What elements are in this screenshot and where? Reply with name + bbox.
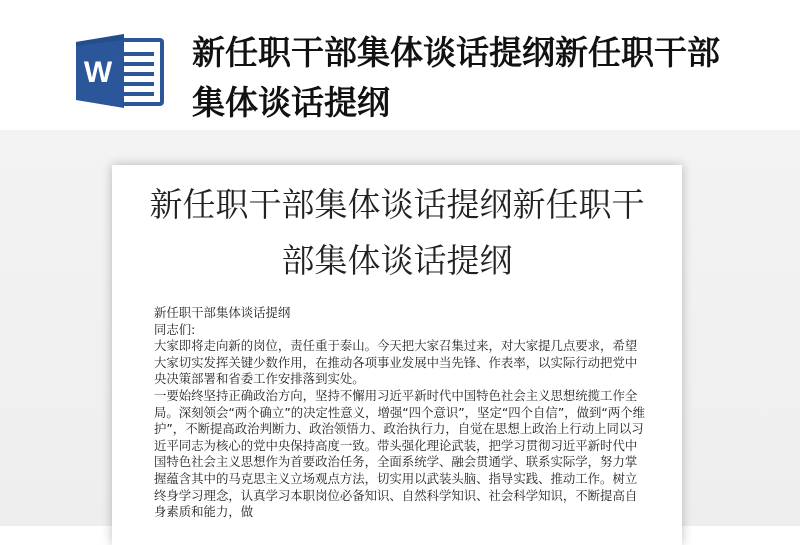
paragraph-point-one: 一要始终坚持正确政治方向，坚持不懈用习近平新时代中国特色社会主义思想统揽工作全局。深刻领会“两个确立”的决定性意义，增强“四个意识”，坚定“四个自信”，做到“两个维护”，不断提高政治判断力、政治领悟力、政治执行力，自觉在思想上政治上行动上同以习近平同志为核心的党中央保持高度一致。带头强化理论武装，把学习贯彻习近平新时代中国特色社会主义思想作为首要政治任务，全面系统学、融会贯通学、联系实际学，努力掌握蕴含其中的马克思主义立场观点方法，切实用以武装头脑、指导实践、推动工作。树立终身学习理念，认真学习本职岗位必备知识、自然科学知识、社会科学知识，不断提高自身素质和能力，做 — [154, 387, 645, 520]
paragraph-intro: 大家即将走向新的岗位，责任重于泰山。今天把大家召集过来，对大家提几点要求，希望大家切实发挥关键少数作用，在推动各项事业发展中当先锋、作表率，以实际行动把党中央决策部署和省委工作安排落到实处。 — [154, 338, 638, 387]
document-title: 新任职干部集体谈话提纲新任职干部集体谈话提纲 — [149, 185, 645, 280]
document-page — [112, 165, 682, 545]
page-title: 新任职干部集体谈话提纲新任职干部集体谈话提纲 — [192, 33, 720, 122]
word-document-icon — [76, 32, 166, 110]
header-banner — [0, 0, 800, 130]
paragraph-heading: 新任职干部集体谈话提纲 — [154, 305, 291, 320]
document-body — [154, 305, 648, 521]
word-icon-letter: W — [83, 56, 113, 89]
paragraph-salutation: 同志们: — [154, 321, 196, 337]
